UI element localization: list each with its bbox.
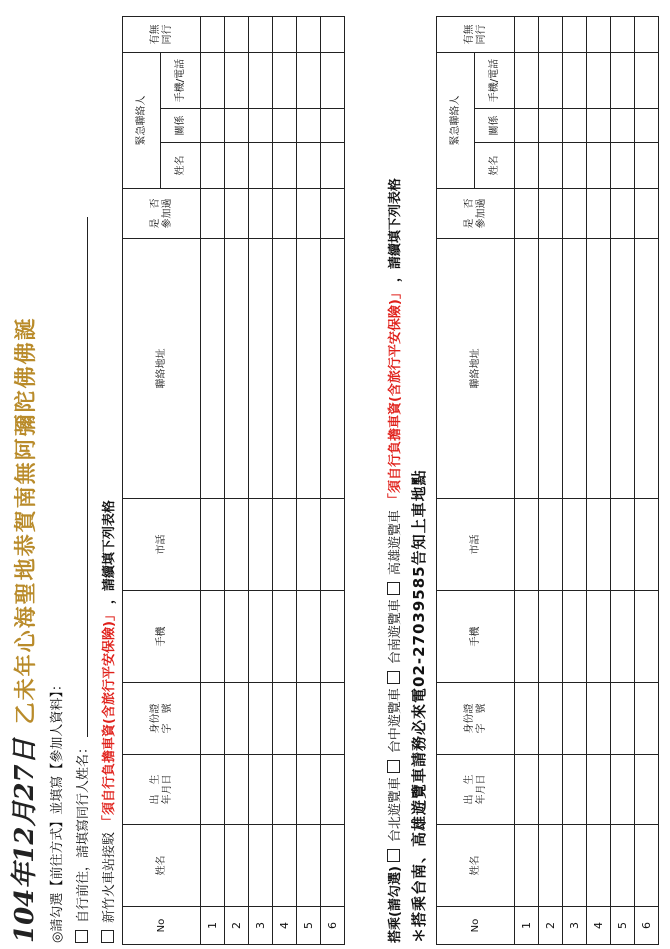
bus-line [384, 178, 403, 943]
form-cell[interactable] [539, 591, 563, 683]
table-row [563, 17, 587, 945]
train-line [98, 500, 117, 943]
header-label: 年月日 [161, 774, 173, 805]
col-birth-header [437, 755, 515, 825]
form-cell[interactable] [539, 499, 563, 591]
form-cell[interactable] [635, 591, 659, 683]
header-label: 緊急聯絡人 [449, 95, 461, 146]
header-label: 姓名 [155, 855, 167, 876]
form-cell[interactable] [249, 189, 273, 239]
header-label: 身份證 [464, 703, 475, 734]
table-row [515, 17, 539, 945]
form-cell[interactable] [611, 755, 635, 825]
header-label: 出 生 [464, 774, 475, 805]
companion-name-blank[interactable] [75, 217, 88, 737]
form-cell[interactable] [539, 755, 563, 825]
form-cell[interactable] [539, 189, 563, 239]
col-mobile-header [437, 591, 515, 683]
col-attended-header [437, 189, 515, 239]
header-label: 有無 [150, 24, 161, 45]
bus-lead: 搭乘(請勾選) [388, 866, 403, 943]
header-label: 手機/電話 [174, 58, 186, 103]
row-number: 5 [297, 907, 321, 945]
form-cell[interactable] [225, 109, 249, 143]
form-cell[interactable] [225, 239, 249, 499]
form-cell[interactable] [297, 17, 321, 53]
form-cell[interactable] [587, 109, 611, 143]
header-label: 聯絡地址 [469, 348, 481, 389]
form-cell[interactable] [249, 499, 273, 591]
form-cell[interactable] [297, 825, 321, 907]
form-cell[interactable] [225, 17, 249, 53]
form-cell[interactable] [563, 109, 587, 143]
form-cell[interactable] [273, 239, 297, 499]
header-label: 關係 [174, 115, 186, 136]
form-cell[interactable] [225, 683, 249, 755]
emergency-phone-header [475, 53, 515, 109]
form-cell[interactable] [201, 239, 225, 499]
header-label: 同行 [475, 24, 487, 45]
form-cell[interactable] [249, 143, 273, 189]
header-label: 市話 [155, 534, 167, 555]
form-cell[interactable] [273, 591, 297, 683]
table-row [225, 17, 249, 945]
row-number: 4 [587, 907, 611, 945]
form-cell[interactable] [201, 189, 225, 239]
bus-note-text: ＊搭乘台南、高雄遊覽車請務必來電02-27039585告知上車地點 [410, 469, 428, 943]
form-cell[interactable] [563, 825, 587, 907]
form-cell[interactable] [201, 109, 225, 143]
header-label: 手機/電話 [488, 58, 500, 103]
form-cell[interactable] [515, 53, 539, 109]
header-label: 年月日 [475, 774, 487, 805]
form-cell[interactable] [563, 189, 587, 239]
header-label: 字 號 [475, 703, 487, 734]
form-cell[interactable] [273, 109, 297, 143]
header-label: 有無 [464, 24, 475, 45]
row-number: 5 [611, 907, 635, 945]
form-cell[interactable] [563, 755, 587, 825]
form-cell[interactable] [321, 189, 345, 239]
form-cell[interactable] [225, 499, 249, 591]
form-title [4, 316, 44, 943]
form-cell[interactable] [321, 53, 345, 109]
form-cell[interactable] [297, 239, 321, 499]
form-cell[interactable] [635, 755, 659, 825]
header-label: 出 生 [150, 774, 161, 805]
bus-continue-text: ，請續填下列表格 [388, 178, 403, 283]
form-cell[interactable] [635, 17, 659, 53]
col-phone-header [123, 499, 201, 591]
header-label: 聯絡地址 [155, 348, 167, 389]
form-cell[interactable] [273, 17, 297, 53]
form-cell[interactable] [635, 499, 659, 591]
form-cell[interactable] [539, 17, 563, 53]
header-label: No [155, 918, 167, 933]
header-label: No [469, 918, 481, 933]
form-cell[interactable] [611, 591, 635, 683]
form-cell[interactable] [321, 499, 345, 591]
train-checkbox[interactable] [101, 930, 114, 943]
emergency-name-header [475, 143, 515, 189]
form-cell[interactable] [611, 143, 635, 189]
form-cell[interactable] [273, 683, 297, 755]
emergency-contact-header [437, 53, 475, 189]
col-attended-header [123, 189, 201, 239]
form-cell[interactable] [539, 239, 563, 499]
bus-option-checkbox[interactable] [387, 849, 400, 862]
form-cell[interactable] [249, 239, 273, 499]
form-cell[interactable] [225, 53, 249, 109]
form-cell[interactable] [249, 683, 273, 755]
col-no-header [437, 907, 515, 945]
form-cell[interactable] [635, 109, 659, 143]
form-cell[interactable] [587, 53, 611, 109]
form-cell[interactable] [515, 109, 539, 143]
form-cell[interactable] [297, 499, 321, 591]
form-cell[interactable] [201, 591, 225, 683]
col-phone-header [437, 499, 515, 591]
form-cell[interactable] [539, 683, 563, 755]
col-id-header [437, 683, 515, 755]
form-cell[interactable] [587, 755, 611, 825]
form-cell[interactable] [297, 143, 321, 189]
header-label: 姓名 [174, 155, 186, 176]
col-name-header [437, 825, 515, 907]
bus-registration-table [436, 16, 659, 945]
row-number: 3 [563, 907, 587, 945]
emergency-name-header [161, 143, 201, 189]
title-event: 乙未年心海聖地恭賀南無阿彌陀佛佛誕 [13, 316, 39, 725]
header-label: 是 否 [464, 198, 475, 229]
form-cell[interactable] [635, 683, 659, 755]
col-name-header [123, 825, 201, 907]
header-label: 姓名 [488, 155, 500, 176]
form-cell[interactable] [635, 825, 659, 907]
form-cell[interactable] [201, 825, 225, 907]
form-cell[interactable] [201, 755, 225, 825]
form-cell[interactable] [563, 53, 587, 109]
form-cell[interactable] [225, 143, 249, 189]
col-companion-header [123, 17, 201, 53]
col-address-header [437, 239, 515, 499]
bus-option-checkbox[interactable] [387, 760, 400, 773]
header-label: 市話 [469, 534, 481, 555]
form-cell[interactable] [249, 109, 273, 143]
form-cell[interactable] [321, 683, 345, 755]
col-id-header [123, 683, 201, 755]
form-cell[interactable] [321, 755, 345, 825]
form-cell[interactable] [587, 17, 611, 53]
form-cell[interactable] [539, 143, 563, 189]
header-label: 參加過 [161, 198, 173, 229]
form-cell[interactable] [297, 591, 321, 683]
table-row [297, 17, 321, 945]
col-address-header [123, 239, 201, 499]
form-cell[interactable] [587, 143, 611, 189]
row-number: 6 [321, 907, 345, 945]
form-cell[interactable] [321, 109, 345, 143]
form-cell[interactable] [201, 17, 225, 53]
form-cell[interactable] [611, 825, 635, 907]
emergency-relation-header [161, 109, 201, 143]
self-travel-label: 自行前往，請填寫同行人姓名： [76, 740, 91, 923]
form-cell[interactable] [611, 17, 635, 53]
form-cell[interactable] [225, 825, 249, 907]
form-cell[interactable] [515, 591, 539, 683]
form-cell[interactable] [321, 239, 345, 499]
table-row [635, 17, 659, 945]
form-cell[interactable] [297, 189, 321, 239]
form-cell[interactable] [515, 239, 539, 499]
form-cell[interactable] [563, 17, 587, 53]
form-cell[interactable] [635, 239, 659, 499]
bus-option-label: 高雄遊覽車 [388, 510, 403, 576]
form-cell[interactable] [587, 239, 611, 499]
form-cell[interactable] [635, 143, 659, 189]
form-cell[interactable] [563, 683, 587, 755]
form-cell[interactable] [515, 683, 539, 755]
form-cell[interactable] [563, 499, 587, 591]
train-label: 新竹火車站接駁 [102, 831, 117, 923]
form-cell[interactable] [249, 755, 273, 825]
form-cell[interactable] [249, 825, 273, 907]
form-cell[interactable] [587, 591, 611, 683]
header-label: 字 號 [161, 703, 173, 734]
header-label: 緊急聯絡人 [135, 95, 147, 146]
form-cell[interactable] [635, 189, 659, 239]
form-cell[interactable] [225, 755, 249, 825]
self-travel-line [72, 217, 91, 943]
form-cell[interactable] [225, 189, 249, 239]
form-cell[interactable] [515, 17, 539, 53]
row-number: 2 [539, 907, 563, 945]
bus-option-checkbox[interactable] [387, 582, 400, 595]
header-label: 手機 [155, 626, 167, 647]
form-cell[interactable] [297, 53, 321, 109]
table-row [587, 17, 611, 945]
row-number: 1 [201, 907, 225, 945]
form-cell[interactable] [321, 17, 345, 53]
row-number: 6 [635, 907, 659, 945]
form-cell[interactable] [587, 683, 611, 755]
form-cell[interactable] [587, 499, 611, 591]
form-cell[interactable] [563, 143, 587, 189]
row-number: 4 [273, 907, 297, 945]
form-cell[interactable] [297, 109, 321, 143]
form-cell[interactable] [321, 825, 345, 907]
emergency-contact-header [123, 53, 161, 189]
form-cell[interactable] [515, 825, 539, 907]
form-cell[interactable] [297, 683, 321, 755]
header-label: 姓名 [469, 855, 481, 876]
title-date: 104年12月27日 [10, 738, 40, 943]
row-number: 2 [225, 907, 249, 945]
bus-option-checkbox[interactable] [387, 671, 400, 684]
intro-line [46, 678, 65, 943]
table-row [611, 17, 635, 945]
header-label: 手機 [469, 626, 481, 647]
form-cell[interactable] [273, 825, 297, 907]
form-cell[interactable] [515, 499, 539, 591]
form-cell[interactable] [273, 499, 297, 591]
table-row [201, 17, 225, 945]
form-cell[interactable] [273, 53, 297, 109]
form-cell[interactable] [249, 591, 273, 683]
bus-option-label: 台北遊覽車 [388, 777, 403, 843]
form-cell[interactable] [201, 53, 225, 109]
intro-text: ◎請勾選【前往方式】並填寫【參加人資料】： [50, 678, 65, 943]
form-cell[interactable] [563, 239, 587, 499]
train-continue-text: ，請續填下列表格 [102, 500, 117, 605]
row-number: 3 [249, 907, 273, 945]
form-cell[interactable] [611, 499, 635, 591]
emergency-phone-header [161, 53, 201, 109]
table-row [273, 17, 297, 945]
form-cell[interactable] [297, 755, 321, 825]
table-row [539, 17, 563, 945]
table-row [249, 17, 273, 945]
form-cell[interactable] [587, 189, 611, 239]
header-label: 是 否 [150, 198, 161, 229]
header-label: 關係 [488, 115, 500, 136]
form-cell[interactable] [273, 143, 297, 189]
form-cell[interactable] [539, 825, 563, 907]
form-cell[interactable] [225, 591, 249, 683]
col-birth-header [123, 755, 201, 825]
form-cell[interactable] [515, 755, 539, 825]
train-registration-table [122, 16, 345, 945]
self-travel-checkbox[interactable] [75, 930, 88, 943]
form-cell[interactable] [201, 143, 225, 189]
form-cell[interactable] [515, 143, 539, 189]
form-cell[interactable] [635, 53, 659, 109]
form-cell[interactable] [321, 143, 345, 189]
bus-option-label: 台南遊覽車 [388, 599, 403, 665]
header-label: 身份證 [150, 703, 161, 734]
bus-option-label: 台中遊覽車 [388, 688, 403, 754]
bus-fee-note: 「須自行負擔車資(含旅行平安保險)」 [388, 286, 403, 507]
form-cell[interactable] [611, 239, 635, 499]
form-cell[interactable] [201, 499, 225, 591]
form-cell[interactable] [249, 17, 273, 53]
form-cell[interactable] [611, 109, 635, 143]
form-cell[interactable] [249, 53, 273, 109]
form-cell[interactable] [563, 591, 587, 683]
bus-phone-note [408, 469, 429, 943]
col-no-header [123, 907, 201, 945]
header-label: 參加過 [475, 198, 487, 229]
form-cell[interactable] [515, 189, 539, 239]
form-cell[interactable] [539, 53, 563, 109]
emergency-relation-header [475, 109, 515, 143]
form-cell[interactable] [611, 53, 635, 109]
form-cell[interactable] [273, 755, 297, 825]
col-mobile-header [123, 591, 201, 683]
form-cell[interactable] [273, 189, 297, 239]
header-label: 同行 [161, 24, 173, 45]
col-companion-header [437, 17, 515, 53]
form-cell[interactable] [611, 189, 635, 239]
train-fee-note: 「須自行負擔車資(含旅行平安保險)」 [102, 608, 117, 828]
form-cell[interactable] [611, 683, 635, 755]
form-cell[interactable] [321, 591, 345, 683]
form-cell[interactable] [539, 109, 563, 143]
form-cell[interactable] [201, 683, 225, 755]
row-number: 1 [515, 907, 539, 945]
form-cell[interactable] [587, 825, 611, 907]
table-row [321, 17, 345, 945]
